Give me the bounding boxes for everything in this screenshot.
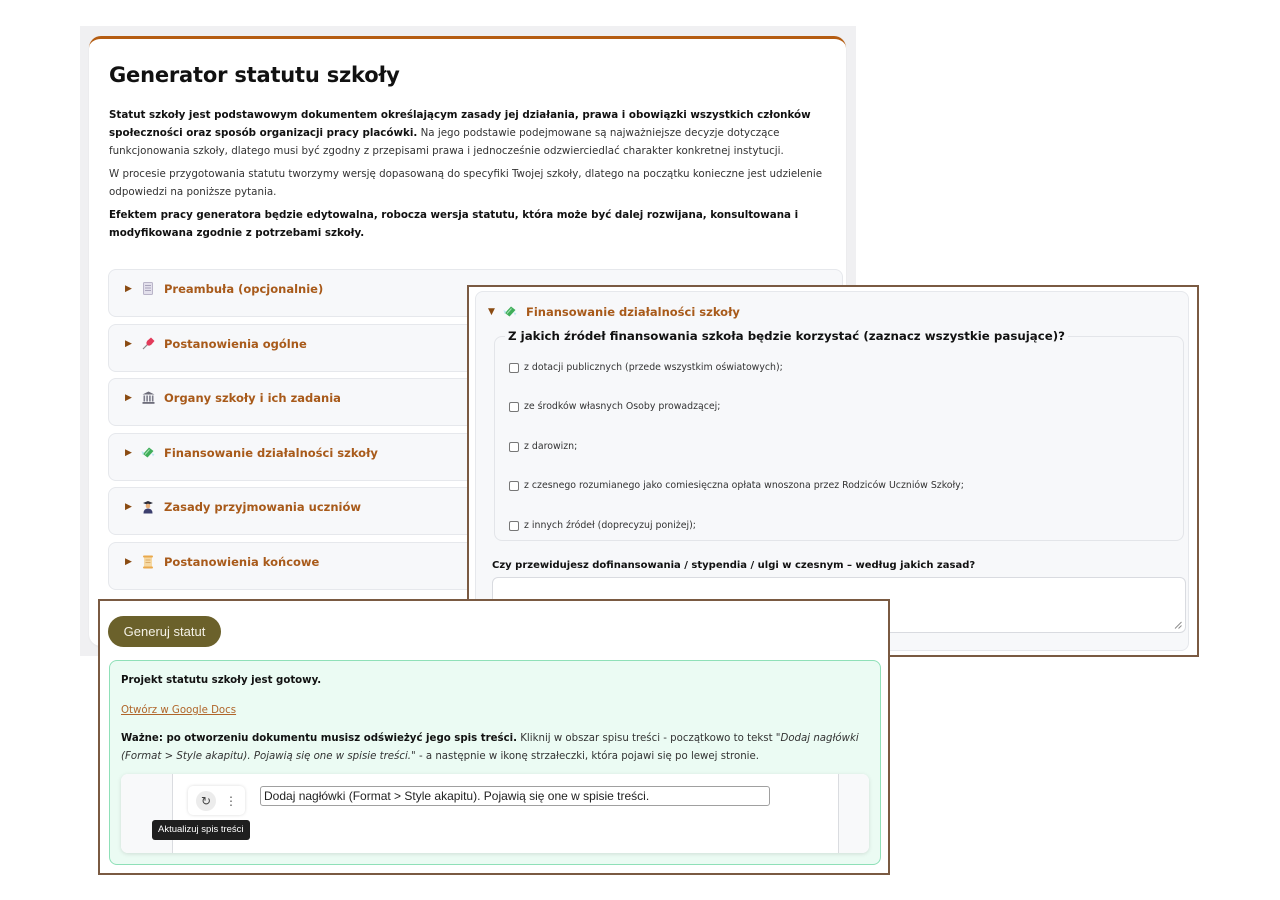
- section-label: Postanowienia ogólne: [164, 336, 307, 351]
- checkbox[interactable]: [509, 521, 519, 531]
- generate-statute-button[interactable]: Generuj statut: [108, 616, 221, 647]
- intro-result-bold: Efektem pracy generatora będzie edytowalna, robocza wersja statutu, która może być dalej rozwijana, konsultowana i modyfikowana zgodnie z potrzebami szkoły.: [109, 209, 799, 239]
- pushpin-icon: [140, 337, 156, 351]
- option-tuition[interactable]: [509, 480, 964, 491]
- success-message-box: [109, 660, 881, 865]
- section-label: Zasady przyjmowania uczniów: [164, 500, 361, 514]
- finance-accordion-header[interactable]: [488, 305, 740, 319]
- expand-arrow-icon: ▶: [125, 502, 132, 512]
- section-label: Postanowienia końcowe: [164, 554, 320, 569]
- classical-building-icon: [140, 391, 156, 405]
- intro-paragraph-2: W procesie przygotowania statutu tworzymy wersję dopasowaną do specyfiki Twojej szkoły, dlatego na początku konieczne jest udzielenie odpowiedzi na poniższe pytania.: [109, 168, 823, 198]
- money-with-wings-icon: [140, 446, 156, 460]
- section-label: Finansowanie działalności szkoły: [164, 445, 378, 460]
- intro-rest: Na jego podstawie podejmowane są najważniejsze decyzje dotyczące funkcjonowania szkoły, dlatego musi być zgodny z przepisami prawa i jednocześnie odzwierciedlać charakter konkretnej instytucji.: [109, 127, 784, 157]
- checkbox[interactable]: [509, 481, 519, 491]
- option-public-subsidies[interactable]: [509, 362, 783, 373]
- checkbox[interactable]: [509, 442, 519, 452]
- funding-sources-fieldset: [494, 329, 1184, 541]
- intro-text: [109, 106, 829, 247]
- funding-sources-legend: Z jakich źródeł finansowania szkoła będzie korzystać (zaznacz wszystkie pasujące)?: [505, 329, 1068, 343]
- page-title: Generator statutu szkoły: [109, 63, 400, 87]
- section-label: Organy szkoły i ich zadania: [164, 391, 341, 405]
- more-options-icon[interactable]: ⋮: [225, 794, 237, 808]
- checkbox-label: z darowizn;: [524, 441, 578, 452]
- important-text: Kliknij w obszar spisu treści - początkowo to tekst ": [517, 733, 781, 744]
- expand-arrow-icon: ▶: [125, 393, 132, 403]
- finance-section-title: Finansowanie działalności szkoły: [526, 305, 740, 319]
- scholarship-question-label: Czy przewidujesz dofinansowania / stypendia / ulgi w czesnym – według jakich zasad?: [492, 560, 976, 571]
- student-icon: [140, 500, 156, 514]
- option-other-sources[interactable]: [509, 520, 696, 531]
- success-title: Projekt statutu szkoły jest gotowy.: [121, 675, 322, 686]
- checkbox-label: z dotacji publicznych (przede wszystkim oświatowych);: [524, 362, 783, 373]
- toc-toolbar: [188, 786, 245, 815]
- checkbox-label: z czesnego rozumianego jako comiesięczna opłata wnoszona przez Rodziców Uczniów Szkoły;: [524, 480, 964, 491]
- doc-left-margin: [121, 774, 173, 853]
- important-bold: Ważne: po otworzeniu dokumentu musisz odświeżyć jego spis treści.: [121, 733, 518, 744]
- intro-paragraph-1: [109, 106, 829, 160]
- resize-handle-icon[interactable]: [1174, 621, 1182, 629]
- expand-arrow-icon: ▶: [125, 338, 132, 349]
- refresh-icon[interactable]: ↻: [196, 791, 216, 811]
- expand-arrow-icon: ▶: [125, 447, 132, 458]
- intro-paragraph-3: [109, 206, 829, 242]
- money-with-wings-icon: [502, 305, 518, 319]
- open-google-docs-link[interactable]: Otwórz w Google Docs: [121, 705, 237, 716]
- checkbox[interactable]: [509, 402, 519, 412]
- doc-right-margin: [838, 774, 869, 853]
- scroll-icon: [140, 555, 156, 569]
- update-toc-tooltip: Aktualizuj spis treści: [152, 820, 250, 840]
- option-donations[interactable]: [509, 441, 577, 452]
- google-docs-preview: [121, 774, 869, 853]
- important-text-end: " - a następnie w ikonę strzałeczki, która pojawi się po lewej stronie.: [411, 751, 760, 762]
- expand-arrow-icon: ▶: [125, 284, 132, 294]
- finance-accordion: [475, 291, 1189, 651]
- intro-bold: Statut szkoły jest podstawowym dokumentem określającym zasady jej działania, prawa i obowiązki wszystkich członków społeczności oraz sposób organizacji pracy placówki.: [109, 109, 811, 139]
- collapse-arrow-icon: ▼: [488, 307, 495, 317]
- checkbox[interactable]: [509, 363, 519, 373]
- checkbox-label: z innych źródeł (doprecyzuj poniżej);: [524, 520, 696, 531]
- section-label: Preambuła (opcjonalnie): [164, 282, 324, 296]
- important-note: [121, 730, 876, 766]
- toc-placeholder-quote: Dodaj nagłówki (Format > Style akapitu). Pojawią się one w spisie treści.: [121, 733, 859, 762]
- expand-arrow-icon: ▶: [125, 556, 132, 567]
- option-own-funds[interactable]: [509, 401, 720, 412]
- result-panel: [98, 599, 890, 875]
- checkbox-label: ze środków własnych Osoby prowadzącej;: [524, 401, 721, 412]
- toc-placeholder-text[interactable]: Dodaj nagłówki (Format > Style akapitu). Pojawią się one w spisie treści.: [260, 786, 770, 806]
- document-icon: [140, 282, 156, 296]
